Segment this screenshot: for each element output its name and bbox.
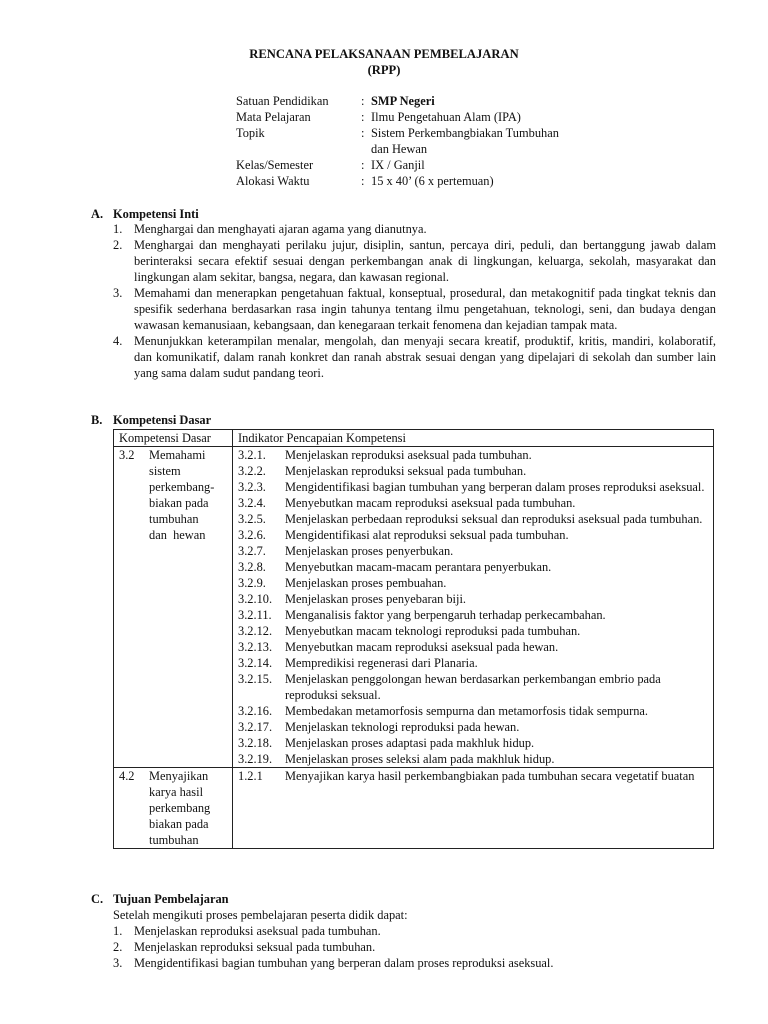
list-item: 2. Menjelaskan reproduksi seksual pada tumbuhan. bbox=[113, 940, 376, 954]
indicator-item: 3.2.5. Menjelaskan perbedaan reproduksi seksual dan reproduksi aseksual pada tumbuhan. bbox=[238, 512, 703, 526]
section-letter: B. bbox=[91, 413, 103, 427]
indicator-cell bbox=[233, 768, 714, 849]
meta-colon: : bbox=[361, 126, 365, 140]
meta-value: Sistem Perkembangbiakan Tumbuhan bbox=[371, 126, 559, 140]
kompetensi-dasar-table bbox=[113, 429, 714, 849]
section-title: Tujuan Pembelajaran bbox=[113, 892, 229, 906]
indicator-item: 3.2.16. Membedakan metamorfosis sempurna dan metamorfosis tidak sempurna. bbox=[238, 704, 649, 718]
indicator-item: 3.2.10. Menjelaskan proses penyebaran biji. bbox=[238, 592, 466, 606]
meta-row-class bbox=[236, 157, 656, 173]
section-title: Kompetensi Inti bbox=[113, 207, 199, 221]
section-letter: A. bbox=[91, 207, 104, 221]
indicator-item: 3.2.12. Menyebutkan macam teknologi reproduksi pada tumbuhan. bbox=[238, 624, 581, 638]
indicator-item: 3.2.1. Menjelaskan reproduksi aseksual pada tumbuhan. bbox=[238, 448, 532, 462]
meta-label: Mata Pelajaran bbox=[236, 110, 311, 124]
list-item: 3. Mengidentifikasi bagian tumbuhan yang berperan dalam proses reproduksi aseksual. bbox=[113, 956, 554, 970]
meta-colon: : bbox=[361, 174, 365, 188]
kd-cell: 4.2 Menyajikan karya hasil perkembang biakan pada tumbuhan bbox=[114, 768, 233, 849]
indicator-item: 3.2.7. Menjelaskan proses penyerbukan. bbox=[238, 544, 454, 558]
tujuan-list bbox=[113, 923, 716, 971]
meta-row-time bbox=[236, 173, 656, 189]
column-header: Indikator Pencapaian Kompetensi bbox=[233, 430, 714, 447]
indicator-item: 3.2.14. Mempredikisi regenerasi dari Planaria. bbox=[238, 656, 478, 670]
indicator-item: 3.2.9. Menjelaskan proses pembuahan. bbox=[238, 576, 447, 590]
meta-colon: : bbox=[361, 110, 365, 124]
section-c-heading bbox=[91, 891, 229, 907]
indicator-item: 3.2.15. Menjelaskan penggolongan hewan berdasarkan perkembangan embrio pada reproduksi seksual. bbox=[238, 672, 661, 702]
identity-block bbox=[236, 93, 656, 189]
meta-label: Alokasi Waktu bbox=[236, 174, 310, 188]
table-row bbox=[114, 768, 714, 849]
kd-cell: 3.2 Memahami sistem perkembang- biakan pada tumbuhan dan hewan bbox=[114, 447, 233, 768]
meta-row-topic-cont bbox=[236, 141, 656, 157]
indicator-item: 3.2.3. Mengidentifikasi bagian tumbuhan yang berperan dalam proses reproduksi aseksual. bbox=[238, 480, 705, 494]
title-line-2: (RPP) bbox=[367, 63, 401, 77]
list-item: 3. Memahami dan menerapkan pengetahuan faktual, konseptual, prosedural, dan metakognitif pada tingkat teknis dan spesifik sederhana berdasarkan rasa ingin tahunya tentang ilmu pengetahuan, teknologi, seni, dan budaya dengan wawasan kemanusiaan, kebangsaan, dan kenegaraan terkait fenomena dan kejadian tampak mata. bbox=[113, 286, 716, 332]
meta-value: dan Hewan bbox=[371, 142, 428, 156]
meta-value: Ilmu Pengetahuan Alam (IPA) bbox=[371, 110, 521, 124]
section-letter: C. bbox=[91, 892, 104, 906]
meta-value: IX / Ganjil bbox=[371, 158, 425, 172]
list-item: 4. Menunjukkan keterampilan menalar, mengolah, dan menyaji secara kreatif, produktif, kritis, mandiri, kolaboratif, dan komunikatif, dalam ranah konkret dan ranah abstrak sesuai dengan yang dipelajari di sekolah dan sumber lain yang sama dalam sudut pandang teori. bbox=[113, 334, 716, 380]
meta-colon: : bbox=[361, 94, 365, 108]
section-c-intro: Setelah mengikuti proses pembelajaran peserta didik dapat: bbox=[113, 908, 408, 922]
meta-value: 15 x 40’ (6 x pertemuan) bbox=[371, 174, 494, 188]
meta-row-school bbox=[236, 93, 656, 109]
table-row bbox=[114, 447, 714, 768]
meta-row-topic bbox=[236, 125, 656, 141]
kompetensi-inti-list bbox=[113, 221, 716, 381]
meta-value: SMP Negeri bbox=[371, 94, 435, 108]
list-item: 1. Menjelaskan reproduksi aseksual pada tumbuhan. bbox=[113, 924, 381, 938]
indicator-item: 3.2.4. Menyebutkan macam reproduksi aseksual pada tumbuhan. bbox=[238, 496, 576, 510]
section-a-heading bbox=[91, 206, 199, 222]
indicator-item: 3.2.17. Menjelaskan teknologi reproduksi pada hewan. bbox=[238, 720, 520, 734]
meta-colon: : bbox=[361, 158, 365, 172]
indicator-item: 3.2.2. Menjelaskan reproduksi seksual pada tumbuhan. bbox=[238, 464, 527, 478]
list-item: 1. Menghargai dan menghayati ajaran agama yang dianutnya. bbox=[113, 222, 427, 236]
title-line-1: RENCANA PELAKSANAAN PEMBELAJARAN bbox=[249, 47, 519, 61]
meta-label: Kelas/Semester bbox=[236, 158, 314, 172]
indicator-item: 3.2.13. Menyebutkan macam reproduksi aseksual pada hewan. bbox=[238, 640, 559, 654]
indicator-item: 3.2.8. Menyebutkan macam-macam perantara penyerbukan. bbox=[238, 560, 552, 574]
meta-label: Satuan Pendidikan bbox=[236, 94, 329, 108]
indicator-item: 3.2.18. Menjelaskan proses adaptasi pada makhluk hidup. bbox=[238, 736, 535, 750]
section-title: Kompetensi Dasar bbox=[113, 413, 212, 427]
indicator-item: 3.2.19. Menjelaskan proses seleksi alam pada makhluk hidup. bbox=[238, 752, 555, 766]
table-header-row bbox=[114, 430, 714, 447]
column-header: Kompetensi Dasar bbox=[114, 430, 233, 447]
indicator-item: 3.2.6. Mengidentifikasi alat reproduksi seksual pada tumbuhan. bbox=[238, 528, 569, 542]
meta-row-subject bbox=[236, 109, 656, 125]
indicator-item: 1.2.1 Menyajikan karya hasil perkembangbiakan pada tumbuhan secara vegetatif buatan bbox=[238, 769, 695, 783]
indicator-item: 3.2.11. Menganalisis faktor yang berpengaruh terhadap perkecambahan. bbox=[238, 608, 606, 622]
meta-label: Topik bbox=[236, 126, 265, 140]
list-item: 2. Menghargai dan menghayati perilaku jujur, disiplin, santun, percaya diri, peduli, dan bertanggung jawab dalam berinteraksi secara efektif sesuai dengan perkembangan anak di lingkungan, keluarga, sekolah, masyarakat dan lingkungan alam sekitar, bangsa, negara, dan kawasan regional. bbox=[113, 238, 716, 284]
document-title bbox=[0, 46, 768, 78]
section-b-heading bbox=[91, 412, 211, 428]
indicator-cell bbox=[233, 447, 714, 768]
